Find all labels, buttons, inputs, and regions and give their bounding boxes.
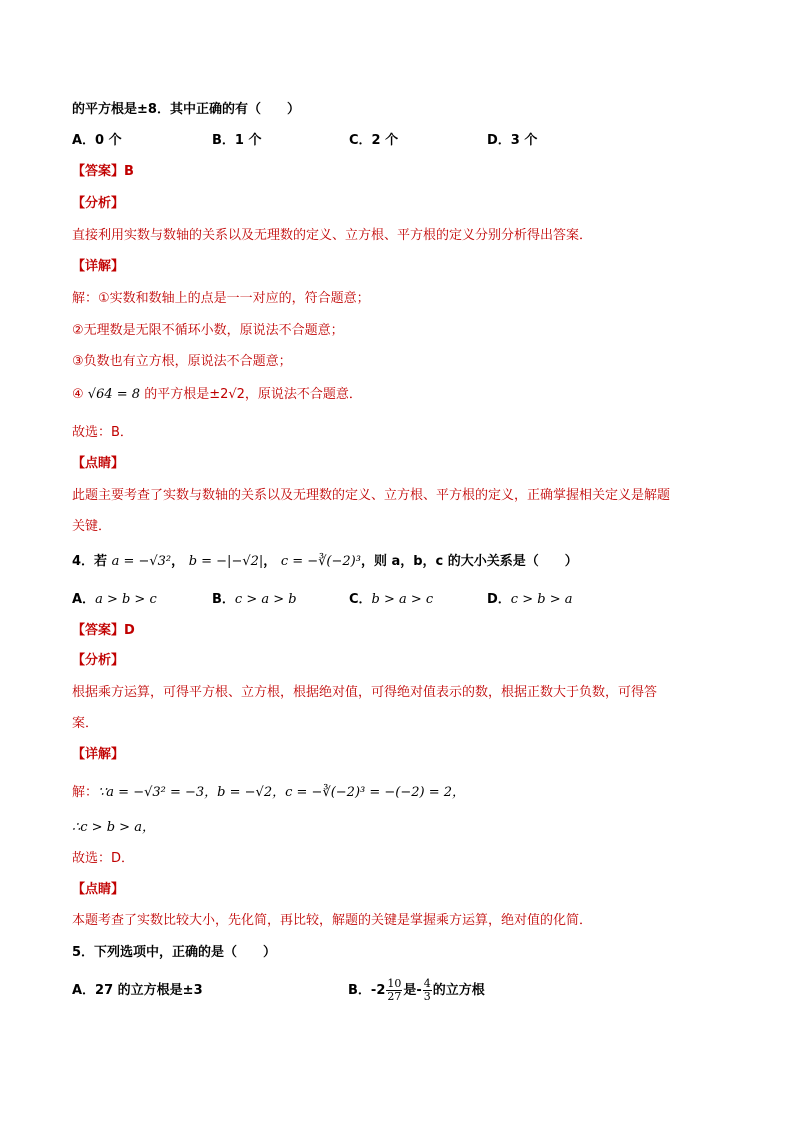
detail-line-4-prefix: ④: [72, 387, 84, 402]
answer-value: B: [124, 164, 134, 179]
q3-detail-line-3: ③负数也有立方根，原说法不合题意；: [72, 354, 292, 369]
q4-expr-a: a = −√3²: [111, 554, 172, 569]
q4-expr-c: c = −∛(−2)³: [280, 554, 361, 569]
q4-analysis-line-1: 根据乘方运算，可得平方根、立方根，根据绝对值，可得绝对值表示的数，根据正数大于负数，可得答: [72, 685, 658, 700]
q4-stem: 4．若 a = −√3²， b = −|−√2|， c = −∛(−2)³，则 a，b，c 的大小关系是（ ）: [72, 554, 578, 569]
fraction-4-3: $\frac{4}{3}$: [423, 977, 431, 1003]
q3-stem-tail: 的平方根是±8．其中正确的有（ ）: [72, 102, 300, 117]
q3-detail-label: 【详解】: [72, 259, 125, 274]
q4-option-b: B．c > a > b: [212, 592, 297, 607]
q4-option-a: A．a > b > c: [72, 592, 157, 607]
q4-answer: [72, 622, 135, 640]
q3-option-b: B．1 个: [212, 133, 262, 148]
q3-option-d: D．3 个: [487, 133, 538, 148]
q4-option-c: C．b > a > c: [349, 592, 434, 607]
answer-label: 【答案】: [72, 623, 125, 638]
q4-comment-text: 本题考查了实数比较大小，先化简，再比较，解题的关键是掌握乘方运算，绝对值的化简．: [72, 913, 593, 928]
q4-analysis-line-2: 案．: [72, 716, 99, 731]
detail-line-1-expr: ∵a = −√3² = −3，b = −√2，c = −∛(−2)³ = −(−2) = 2，: [98, 785, 466, 800]
detail-line-4-text: 的平方根是±2√2，原说法不合题意．: [144, 387, 362, 402]
fraction-10-27: $\frac{10}{27}$: [387, 977, 402, 1003]
q3-comment-line-1: 此题主要考查了实数与数轴的关系以及无理数的定义、立方根、平方根的定义，正确掌握相关定义是解题: [72, 488, 671, 503]
q3-option-c: C．2 个: [349, 133, 399, 148]
q4-number: 4．若: [72, 554, 108, 569]
q4-analysis-label: 【分析】: [72, 653, 125, 668]
answer-value: D: [124, 623, 135, 638]
q5-option-a: A．27 的立方根是±3: [72, 983, 203, 998]
q3-option-a: A．0 个: [72, 133, 122, 148]
q3-detail-line-4: [72, 386, 362, 404]
q4-choose-line: 故选：D．: [72, 851, 135, 866]
q3-analysis-label: 【分析】: [72, 196, 125, 211]
q4-expr-b: b = −|−√2|: [188, 554, 264, 569]
q3-detail-line-2: ②无理数是无限不循环小数，原说法不合题意；: [72, 323, 344, 338]
q4-detail-line-1: [72, 784, 465, 802]
q4-detail-line-2: [72, 819, 155, 837]
q5-option-b: B．-2 $\frac{10}{27}$ 是- $\frac{4}{3}$ 的立方根: [348, 977, 485, 1003]
q5-stem: 5．下列选项中，正确的是（ ）: [72, 945, 277, 960]
q3-detail-line-1: 解：①实数和数轴上的点是一一对应的，符合题意；: [72, 291, 370, 306]
q4-comment-label: 【点睛】: [72, 882, 125, 897]
q3-comment-label: 【点睛】: [72, 456, 125, 471]
detail-line-1-prefix: 解：: [72, 785, 99, 800]
sqrt64-expression: √64 = 8: [87, 387, 141, 402]
q4-detail-label: 【详解】: [72, 747, 125, 762]
q4-option-d: D．c > b > a: [487, 592, 573, 607]
q4-stem-tail: ，则 a，b，c 的大小关系是（ ）: [360, 554, 578, 569]
answer-label: 【答案】: [72, 164, 125, 179]
q3-analysis-text: 直接利用实数与数轴的关系以及无理数的定义、立方根、平方根的定义分别分析得出答案．: [72, 228, 593, 243]
detail-line-2-expr: ∴c > b > a，: [72, 820, 155, 835]
q3-comment-line-2: 关键．: [72, 519, 112, 534]
q3-answer: [72, 163, 134, 181]
q3-choose-line: 故选：B．: [72, 425, 133, 440]
